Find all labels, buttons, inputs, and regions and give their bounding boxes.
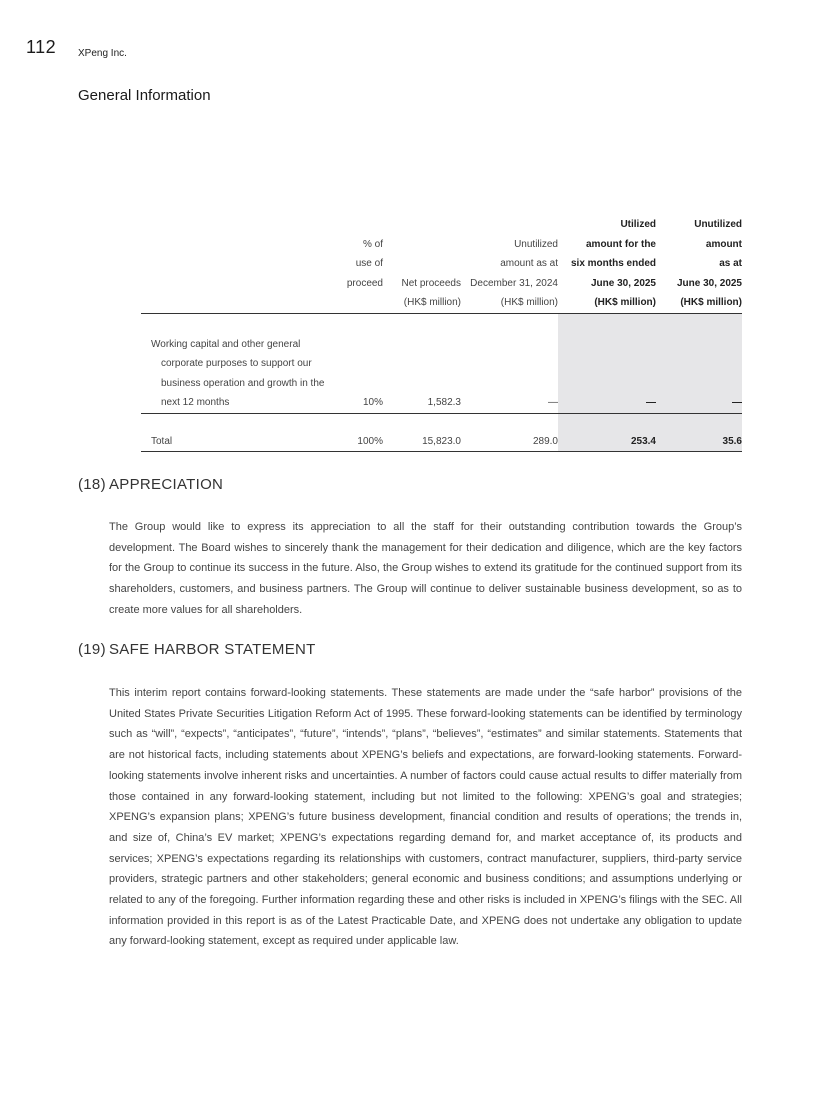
safe-harbor-title: SAFE HARBOR STATEMENT [109,641,316,658]
header-unutil24-line3: December 31, 2024 [470,277,558,289]
header-unutil25-line2: amount [705,238,742,250]
row-desc-line3: business operation and growth in the [161,377,325,389]
appreciation-title: APPRECIATION [109,476,224,493]
header-pct-line2: use of [355,258,383,269]
header-net-line1: Net proceeds [401,277,461,289]
table-row-total [141,432,742,452]
header-unutil25-line3: as at [719,258,742,269]
header-unutil24-line2: amount as at [500,258,558,269]
row-unutil24: — [461,313,558,413]
total-utilized: 253.4 [558,432,656,452]
header-pct-line1: % of [362,238,383,250]
header-unutil25-line5: (HK$ million) [656,293,742,313]
row-pct: 10% [338,313,383,413]
header-net-line2: (HK$ million) [383,293,461,313]
header-utilized-line4: June 30, 2025 [590,277,656,289]
header-utilized-line2: amount for the [586,238,656,250]
appreciation-heading [78,476,223,493]
appreciation-number: (18) [78,476,106,493]
row-desc-line1: Working capital and other general [151,338,301,350]
header-net-blank [383,215,461,235]
header-unutil25-line4: June 30, 2025 [676,277,742,289]
header-utilized-line5: (HK$ million) [558,293,656,313]
section-title: General Information [78,87,211,104]
header-unutil24-line4: (HK$ million) [461,293,558,313]
safe-harbor-number: (19) [78,641,106,658]
row-desc-line2: corporate purposes to support our [161,358,312,369]
header-unutil24-line1: Unutilized [514,238,558,250]
company-name: XPeng Inc. [78,48,127,59]
row-desc-line4: next 12 months [161,397,230,408]
total-label: Total [141,432,338,452]
total-unutil24: 289.0 [461,432,558,452]
row-desc [141,313,338,413]
header-desc-blank [141,215,338,235]
total-unutil25: 35.6 [656,432,742,452]
safe-harbor-paragraph: This interim report contains forward-looking statements. These statements are made under the “safe harbor” provisions of the United States Private Securities Litigation Reform Act of 1995. These forward-looking statements can be identified by terminology such as “will”, “expects”, “anticipates”, “future”, “intends”, “plans”, “believes”, “estimates” and similar statements. Statements that are not historical facts, including statements about XPENG’s beliefs and expectations, are forward-looking statements. Forward-looking statements involve inherent risks and uncertainties. A number of factors could cause actual results to differ materially from those contained in any forward-looking statement, including but not limited to the following: XPENG’s goal and strategies; XPENG’s expansion plans; XPENG’s future business development, financial condition and results of operations; the trends in, and size of, China’s EV market; XPENG’s expectations regarding demand for, and market acceptance of, its products and services; XPENG’s expectations regarding its relationships with customers, contract manufacturer, suppliers, third-party service providers, strategic partners and other stakeholders; general economic and business conditions; and assumptions underlying or related to any of the foregoing. Further information regarding these and other risks is included in XPENG’s filings with the SEC. All information provided in this report is as of the Latest Practicable Date, and XPENG does not undertake any obligation to update any forward-looking statement, except as required under applicable law. [109,687,742,948]
safe-harbor-heading [78,641,316,658]
total-net: 15,823.0 [383,432,461,452]
header-utilized-line1: Utilized [620,219,656,230]
appreciation-paragraph: The Group would like to express its appreciation to all the staff for their outstanding contribution towards the Group’s development. The Board wishes to sincerely thank the management for their dedication and diligence, which are the key factors for the Group to continue its success in the future. Also, the Group wishes to extend its gratitude for the continued support from its shareholders, customers, and business partners. The Group will continue to deliver sustainable business development, so as to create more values for all shareholders. [109,521,742,616]
row-unutil25: — [656,313,742,413]
row-utilized: — [558,313,656,413]
proceeds-table [141,215,742,452]
header-unutil24-blank [461,215,558,235]
total-pct: 100% [338,432,383,452]
page-number: 112 [26,37,57,57]
header-utilized-line3: six months ended [570,258,656,269]
header-unutil25-line1: Unutilized [694,219,742,230]
row-net: 1,582.3 [383,313,461,413]
table-row-working-capital [141,313,742,413]
header-pct-line3: proceed [346,277,383,289]
header-pct-blank [338,215,383,235]
